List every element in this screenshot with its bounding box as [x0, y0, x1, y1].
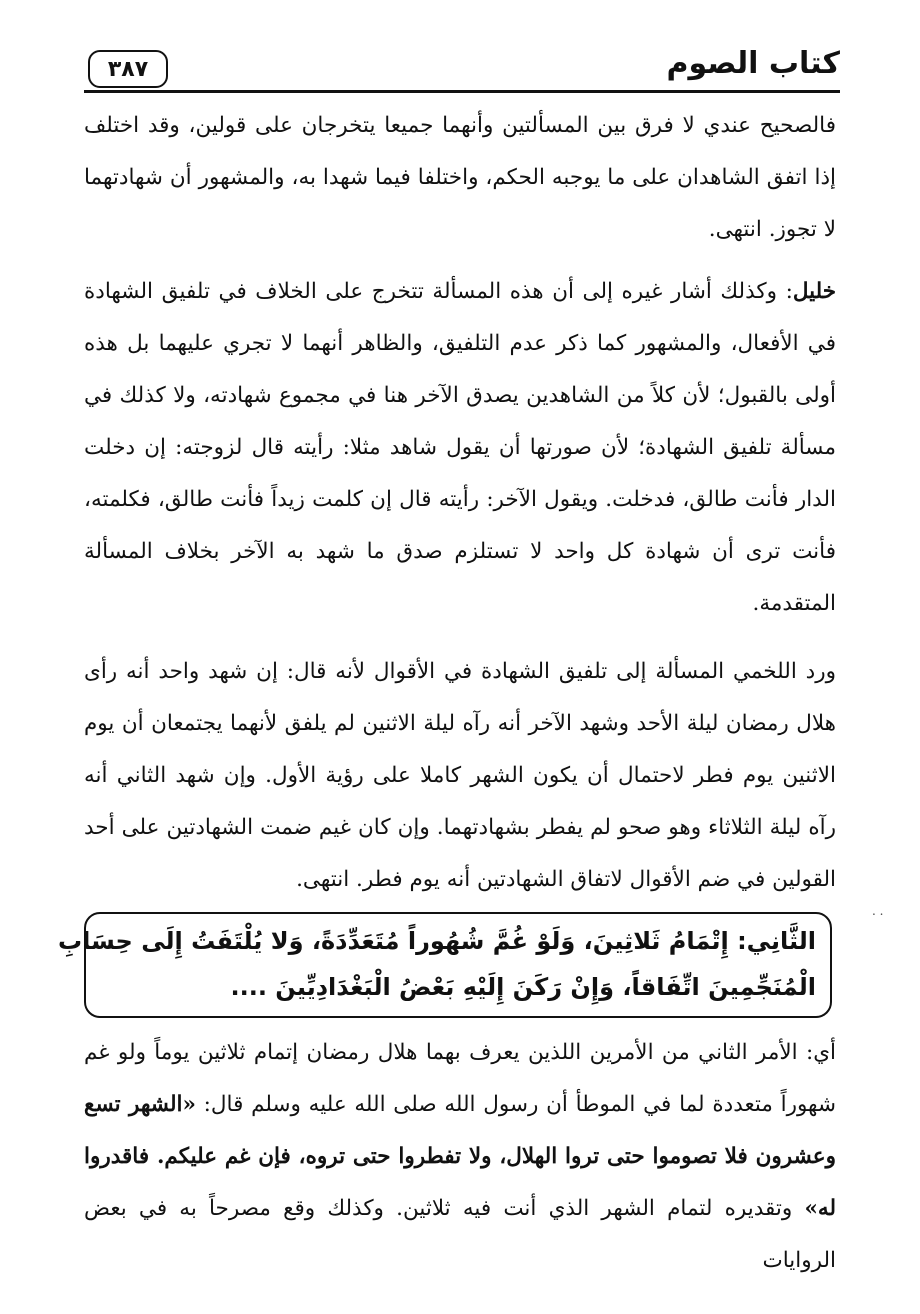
paragraph-text: وتقديره لتمام الشهر الذي أنت فيه ثلاثين. وكذلك وقع مصرحاً به في بعض الروايات: [84, 1196, 836, 1273]
paragraph-1: [84, 100, 836, 256]
matn-box: [57, 912, 832, 1018]
hadith-quote: «الشهر تسع وعشرون فلا تصوموا حتى تروا الهلال، ولا تفطروا حتى تروه، فإن غم عليكم. فاقدروا له»: [84, 1092, 836, 1221]
page-number: ٣٨٧: [88, 50, 168, 88]
paragraph-text: فالصحيح عندي لا فرق بين المسألتين وأنهما جميعا يتخرجان على قولين، وقد اختلف إذا اتفق الشاهدان على ما يوجبه الحكم، واختلفا فيما شهدا به، والمشهور أن شهادتهما لا تجوز. انتهى.: [84, 113, 836, 242]
matn-line-2: الْمُنَجِّمِينَ اتِّفَاقاً، وَإِنْ رَكَنَ إِلَيْهِ بَعْضُ الْبَغْدَادِيِّينَ ....: [230, 973, 816, 1001]
paragraph-3: [84, 646, 836, 906]
paragraph-text: أي: الأمر الثاني من الأمرين اللذين يعرف بهما هلال رمضان إتمام ثلاثين يوماً ولو غم شهوراً متعددة لما في الموطأ أن رسول الله صلى الله عليه وسلم قال:: [84, 1040, 836, 1117]
book-title: كتاب الصوم: [666, 46, 840, 81]
page-header: [84, 44, 840, 93]
speaker-name: خليل: [792, 279, 836, 304]
paragraph-4: [84, 1027, 836, 1287]
paragraph-text: : وكذلك أشار غيره إلى أن هذه المسألة تتخرج على الخلاف في تلفيق الشهادة في الأفعال، والمشهور كما ذكر عدم التلفيق، والظاهر أنهما لا تجري عليهما بل هذه أولى بالقبول؛ لأن كلاً من الشاهدين يصدق الآخر هنا في مجموع شهادته، ولا كذلك في مسألة تلفيق الشهادة؛ لأن صورتها أن يقول شاهد مثلا: رأيته قال لزوجته: إن دخلت الدار فأنت طالق، فدخلت. ويقول الآخر: رأيته قال إن كلمت زيداً فأنت طالق، فكلمته، فأنت ترى أن شهادة كل واحد لا تستلزم صدق ما شهد به الآخر بخلاف المسألة المتقدمة.: [84, 279, 836, 616]
margin-mark: . .: [872, 904, 884, 918]
paragraph-text: ورد اللخمي المسألة إلى تلفيق الشهادة في الأقوال لأنه قال: إن شهد واحد أنه رأى هلال رمضان ليلة الأحد وشهد الآخر أنه رآه ليلة الاثنين لم يلفق لأنهما يجتمعان أن يوم الاثنين يوم فطر لاحتمال أن يكون الشهر كاملا على رؤية الأول. وإن شهد الثاني أنه رآه ليلة الثلاثاء وهو صحو لم يفطر بشهادتهما. وإن كان غيم ضمت الشهادتين على أحد القولين في ضم الأقوال لاتفاق الشهادتين أنه يوم فطر. انتهى.: [84, 659, 836, 892]
paragraph-2: [84, 266, 836, 630]
matn-line-1: الثَّانِي: إِتْمَامُ ثَلاثِينَ، وَلَوْ غُمَّ شُهُوراً مُتَعَدِّدَةً، وَلا يُلْتَفَتُ إِلَى حِسَابِ: [57, 927, 816, 955]
